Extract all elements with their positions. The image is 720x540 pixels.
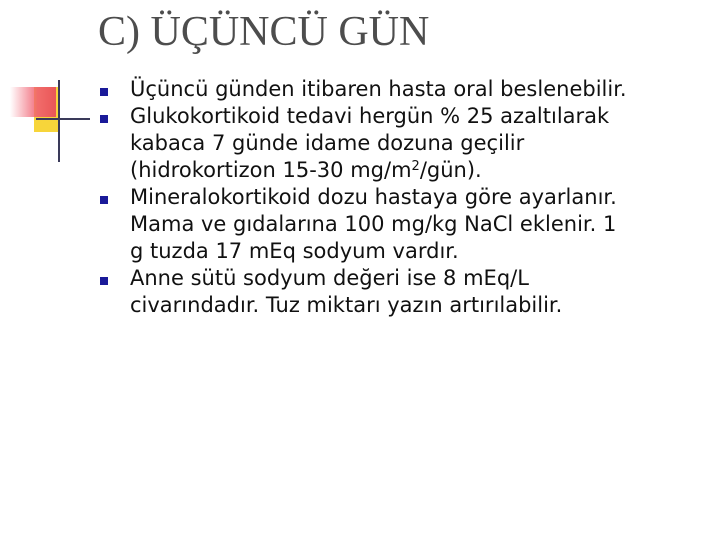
bullet-text-line: Mama ve gıdalarına 100 mg/kg NaCl eklenir. 1 — [130, 212, 617, 236]
square-bullet-icon — [100, 277, 108, 285]
bullet-text-line — [130, 157, 712, 184]
superscript-two: 2 — [411, 159, 420, 174]
dose-unit-text: /gün). — [419, 158, 482, 182]
square-bullet-icon — [100, 88, 108, 96]
square-bullet-icon — [100, 115, 108, 123]
square-bullet-icon — [100, 196, 108, 204]
dose-text: (hidrokortizon 15-30 mg/m — [130, 158, 412, 182]
bullet-text-line: civarındadır. Tuz miktarı yazın artırılabilir. — [130, 293, 563, 317]
bullet-text-line: Mineralokortikoid dozu hastaya göre ayarlanır. — [130, 185, 617, 209]
bullet-text-line: Üçüncü günden itibaren hasta oral beslenebilir. — [130, 77, 627, 101]
decorative-red-block — [10, 87, 56, 117]
bullet-text-line: kabaca 7 günde idame dozuna geçilir — [130, 131, 525, 155]
decorative-vertical-line — [58, 80, 60, 162]
slide-title: C) ÜÇÜNCÜ GÜN — [98, 9, 430, 55]
bullet-text-line: g tuzda 17 mEq sodyum vardır. — [130, 239, 459, 263]
bullet-item-mineralocorticoid — [96, 184, 712, 265]
bullet-text-line: Anne sütü sodyum değeri ise 8 mEq/L — [130, 266, 529, 290]
bullet-text-line: Glukokortikoid tedavi hergün % 25 azaltılarak — [130, 104, 610, 128]
decorative-horizontal-line — [36, 118, 90, 120]
bullet-list — [96, 76, 712, 319]
bullet-item-glucocorticoid — [96, 103, 712, 184]
bullet-item-oral-feeding — [96, 76, 712, 103]
bullet-item-breast-milk-sodium — [96, 265, 712, 319]
